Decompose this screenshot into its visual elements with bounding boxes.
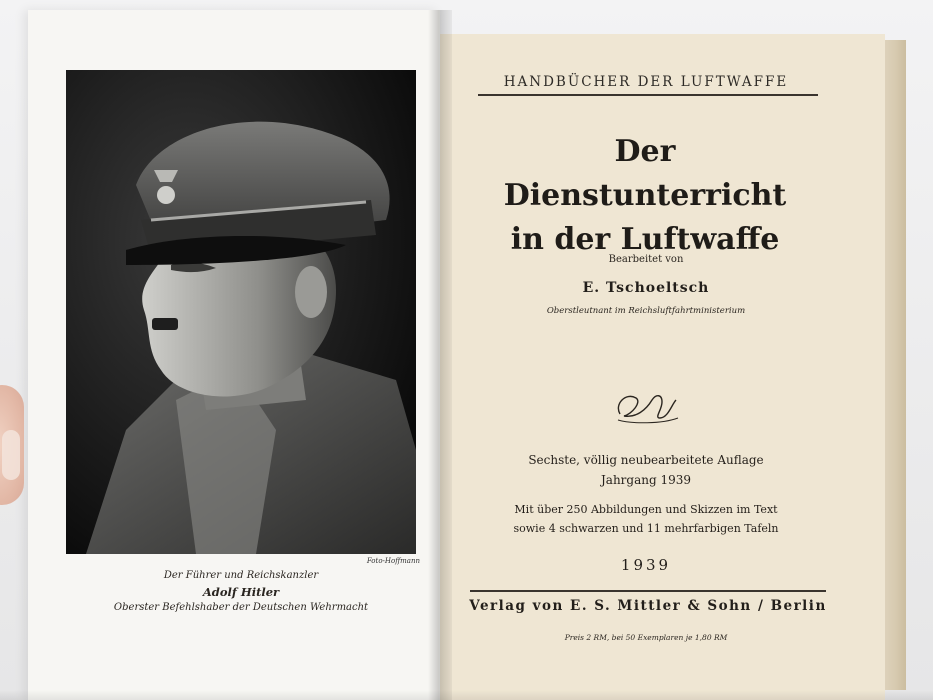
series-title: HANDBÜCHER DER LUFTWAFFE — [503, 74, 789, 90]
edition-info — [470, 450, 822, 490]
photo-credit: Foto-Hoffmann — [366, 557, 420, 565]
contents-info — [470, 500, 822, 538]
author-name: E. Tschoeltsch — [582, 280, 710, 296]
portrait-photo — [66, 70, 416, 554]
series-rule — [478, 94, 818, 96]
book-title-line2: in der Luftwaffe — [510, 222, 780, 257]
caption-line-role: Oberster Befehlshaber der Deutschen Wehrmacht — [113, 602, 369, 613]
edition-line: Sechste, völlig neubearbeitete Auflage — [528, 453, 764, 467]
contents-line1: Mit über 250 Abbildungen und Skizzen im Text — [514, 503, 778, 516]
publication-year: 1939 — [620, 556, 672, 574]
caption-line-name: Adolf Hitler — [202, 585, 280, 599]
contents-line2: sowie 4 schwarzen und 11 mehrfarbigen Tafeln — [513, 522, 779, 535]
publisher-monogram — [612, 384, 682, 430]
caption-line-title: Der Führer und Reichskanzler — [163, 570, 319, 581]
publisher-rule — [470, 590, 826, 592]
price-line: Preis 2 RM, bei 50 Exemplaren je 1,80 RM — [564, 633, 728, 642]
author-rank: Oberstleutnant im Reichsluftfahrtministerium — [546, 306, 746, 316]
thumbnail-nail — [2, 430, 20, 480]
book-gutter — [428, 10, 452, 700]
bottom-shadow — [0, 690, 933, 700]
photo-caption — [66, 568, 416, 616]
volume-line: Jahrgang 1939 — [600, 473, 692, 487]
publisher-line: Verlag von E. S. Mittler & Sohn / Berlin — [469, 598, 827, 614]
book-title-line1: Der Dienstunterricht — [503, 134, 787, 213]
book-title — [470, 130, 820, 262]
edited-by: Bearbeitet von — [608, 254, 684, 265]
